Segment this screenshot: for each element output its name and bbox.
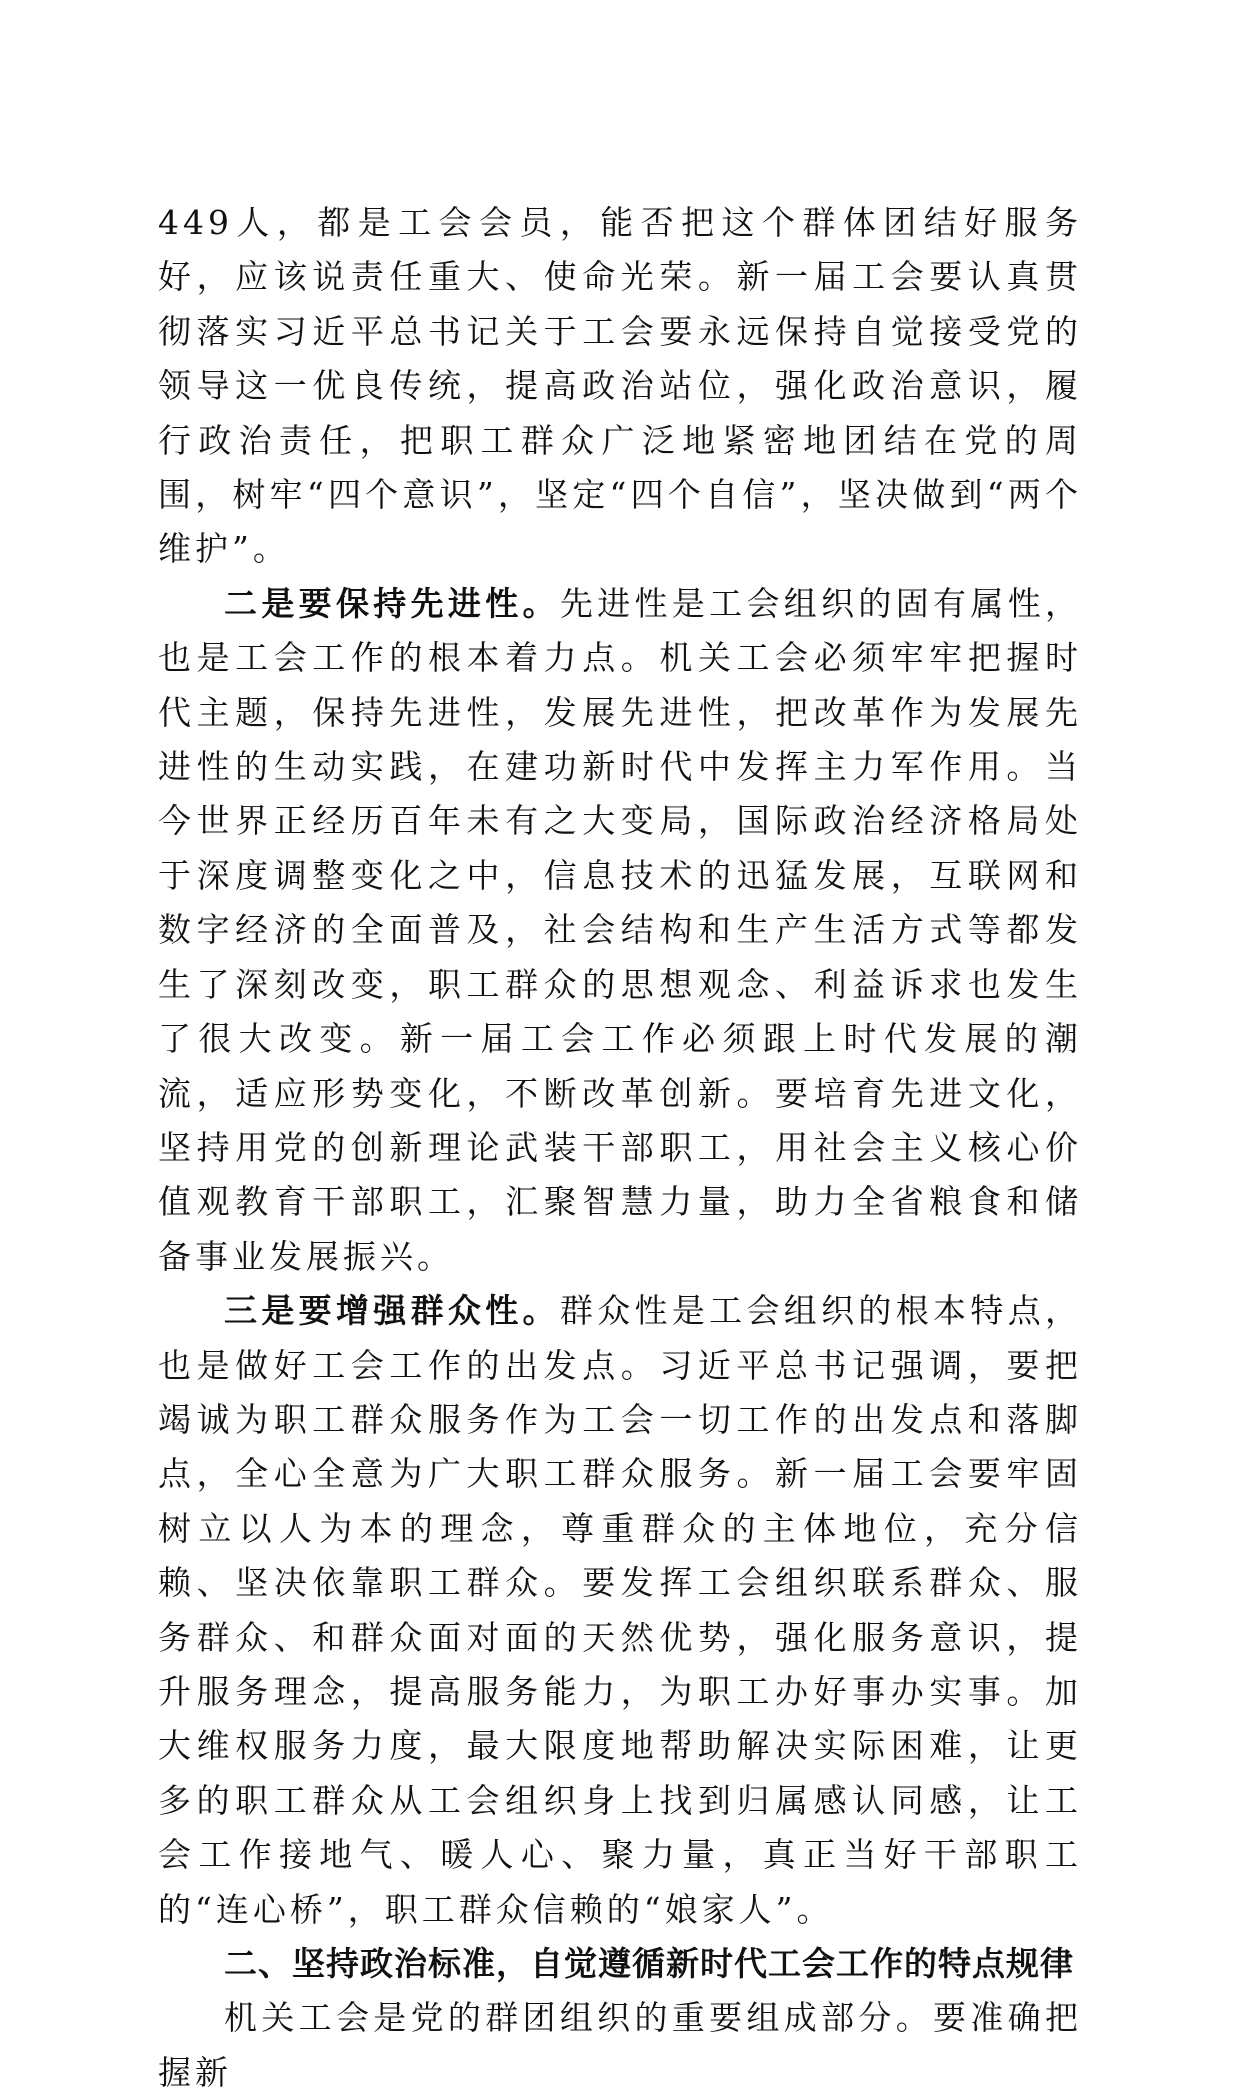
document-page [158,196,1082,2100]
paragraph-4: 机关工会是党的群团组织的重要组成部分。要准确把握新 [158,1998,1082,2092]
paragraph-1 [158,196,1082,577]
paragraph-1-text: 449人，都是工会会员，能否把这个群体团结好服务好，应该说责任重大、使命光荣。新一届工会要认真贯彻落实习近平总书记关于工会要永远保持自觉接受党的领导这一优良传统，提高政治站位，强化政治意识，履行政治责任，把职工群众广泛地紧密地团结在党的周围，树牢“四个意识”，坚定“四个自信”，坚决做到“两个维护”。 [158,203,1082,569]
paragraph-3 [158,1284,1082,1937]
paragraph-2-lead: 二是要保持先进性。 [224,583,560,623]
paragraph-3-text: 群众性是工会组织的根本特点，也是做好工会工作的出发点。习近平总书记强调，要把竭诚为职工群众服务作为工会一切工作的出发点和落脚点，全心全意为广大职工群众服务。新一届工会要牢固树立以人为本的理念，尊重群众的主体地位，充分信赖、坚决依靠职工群众。要发挥工会组织联系群众、服务群众、和群众面对面的天然优势，强化服务意识，提升服务理念，提高服务能力，为职工办好事办实事。加大维权服务力度，最大限度地帮助解决实际困难，让更多的职工群众从工会组织身上找到归属感认同感，让工会工作接地气、暖人心、聚力量，真正当好干部职工的“连心桥”，职工群众信赖的“娘家人”。 [158,1291,1083,1929]
section-heading: 二、坚持政治标准，自觉遵循新时代工会工作的特点规律 [224,1944,1074,1983]
paragraph-3-lead: 三是要增强群众性。 [224,1291,560,1331]
paragraph-2-text: 先进性是工会组织的固有属性，也是工会工作的根本着力点。机关工会必须牢牢把握时代主题，保持先进性，发展先进性，把改革作为发展先进性的生动实践，在建功新时代中发挥主力军作用。当今世界正经历百年未有之大变局，国际政治经济格局处于深度调整变化之中，信息技术的迅猛发展，互联网和数字经济的全面普及，社会结构和生产生活方式等都发生了深刻改变，职工群众的思想观念、利益诉求也发生了很大改变。新一届工会工作必须跟上时代发展的潮流，适应形势变化，不断改革创新。要培育先进文化，坚持用党的创新理论武装干部职工，用社会主义核心价值观教育干部职工，汇聚智慧力量，助力全省粮食和储备事业发展振兴。 [158,583,1083,1276]
paragraph-2 [158,577,1082,1284]
